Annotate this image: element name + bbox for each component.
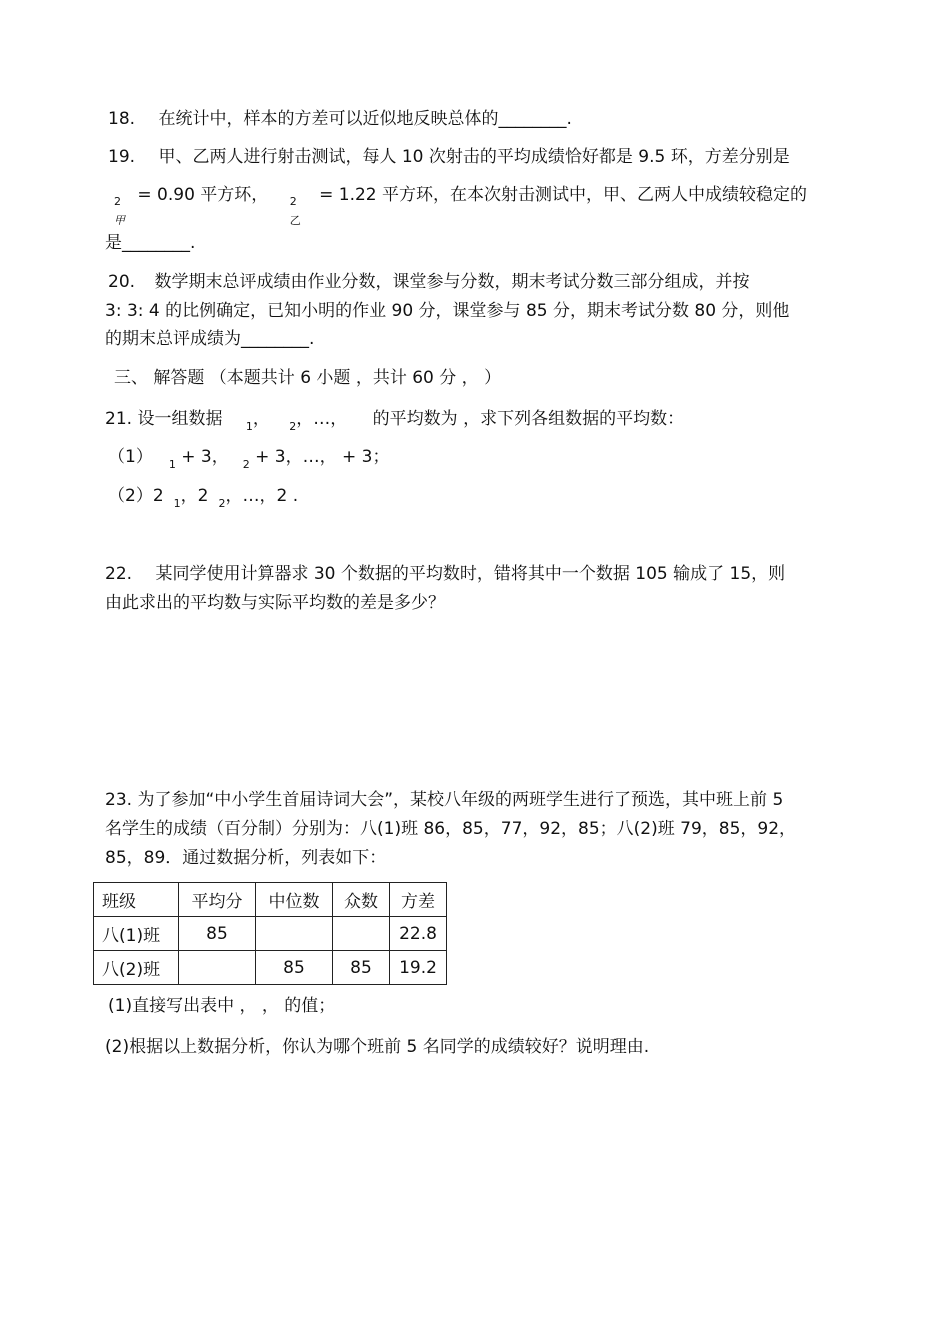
table-header-cell: 方差	[390, 883, 447, 917]
question-18	[108, 108, 572, 130]
question-19-line-1	[108, 146, 790, 168]
question-23-line-2	[105, 818, 796, 840]
question-21-part-1: （1） $_1$ + 3， $_2$ + 3，…， + 3；	[108, 447, 390, 471]
table-header-row	[94, 883, 447, 917]
question-text: 甲、乙两人进行射击测试，每人 10 次射击的平均成绩恰好都是 9.5 环，方差分别是	[158, 147, 790, 167]
question-number: 22.	[105, 564, 133, 584]
section-heading: 三、 解答题 （本题共计 6 小题 ，共计 60 分 ， ）	[114, 368, 502, 388]
question-number: 19.	[108, 147, 136, 167]
question-text: 85，89．通过数据分析，列表如下：	[105, 848, 387, 868]
question-text: (1)直接写出表中 ， ， 的值；	[108, 996, 336, 1016]
table-header-cell: 众数	[333, 883, 390, 917]
question-23-part-2	[105, 1036, 649, 1058]
question-23-part-1	[108, 995, 335, 1017]
question-text: 数学期末总评成绩由作业分数，课堂参与分数，期末考试分数三部分组成，并按	[154, 272, 750, 292]
table-cell: 85	[179, 917, 256, 951]
question-text: 23. 为了参加“中小学生首届诗词大会”，某校八年级的两班学生进行了预选，其中班上前 5	[105, 790, 784, 810]
table-cell	[179, 951, 256, 985]
question-23-line-1	[105, 789, 783, 811]
question-text: 3: 3: 4 的比例确定，已知小明的作业 90 分，课堂参与 85 分，期末考试分数 80 分，则他	[105, 301, 790, 321]
table-cell	[256, 917, 333, 951]
table-row	[94, 917, 447, 951]
question-23-line-3	[105, 847, 386, 869]
question-text: 的期末总评成绩为________.	[105, 329, 315, 349]
question-number: 20.	[108, 272, 136, 292]
table-cell: 85	[333, 951, 390, 985]
question-22-line-2	[105, 592, 445, 614]
question-text: (2)根据以上数据分析，你认为哪个班前 5 名同学的成绩较好？说明理由.	[105, 1037, 650, 1057]
question-21-stem: 21. 设一组数据 $_1$， $_2$，…， 的平均数为 ，求下列各组数据的平均数：	[105, 409, 685, 433]
table-header-cell: 中位数	[256, 883, 333, 917]
table-cell: 八(2)班	[94, 951, 179, 985]
question-text: 由此求出的平均数与实际平均数的差是多少？	[105, 593, 445, 613]
scores-table	[93, 882, 447, 985]
table-cell: 八(1)班	[94, 917, 179, 951]
question-19-line-2: 2 甲 = 0.90 平方环， 2 乙 = 1.22 平方环，在本次射击测试中，甲、乙两人中成绩较稳定的	[114, 185, 808, 227]
variance-yi-value: = 1.22 平方环，在本次射击测试中，甲、乙两人中成绩较稳定的	[319, 185, 808, 205]
question-text: 是________.	[105, 233, 196, 253]
table-row	[94, 951, 447, 985]
question-22-line-1	[105, 563, 785, 585]
table-header-cell: 班级	[94, 883, 179, 917]
variance-jia-value: = 0.90 平方环，	[137, 185, 269, 205]
table-cell: 19.2	[390, 951, 447, 985]
table-header-cell: 平均分	[179, 883, 256, 917]
table-cell	[333, 917, 390, 951]
question-20-line-2	[105, 300, 789, 322]
question-text: 名学生的成绩（百分制）分别为：八(1)班 86，85，77，92，85；八(2)班 79，85，92，	[105, 819, 797, 839]
question-20-line-1	[108, 271, 749, 293]
question-number: 18.	[108, 109, 136, 129]
question-text: 21. 设一组数据	[105, 409, 223, 429]
question-20-line-3	[105, 328, 314, 350]
question-text: 某同学使用计算器求 30 个数据的平均数时，错将其中一个数据 105 输成了 15，则	[155, 564, 786, 584]
table-cell: 22.8	[390, 917, 447, 951]
table-cell: 85	[256, 951, 333, 985]
question-text: 在统计中，样本的方差可以近似地反映总体的________.	[158, 109, 572, 129]
question-21-part-2: （2）2 $_1$，2 $_2$，…，2 .	[108, 486, 299, 510]
question-19-line-3	[105, 232, 195, 254]
